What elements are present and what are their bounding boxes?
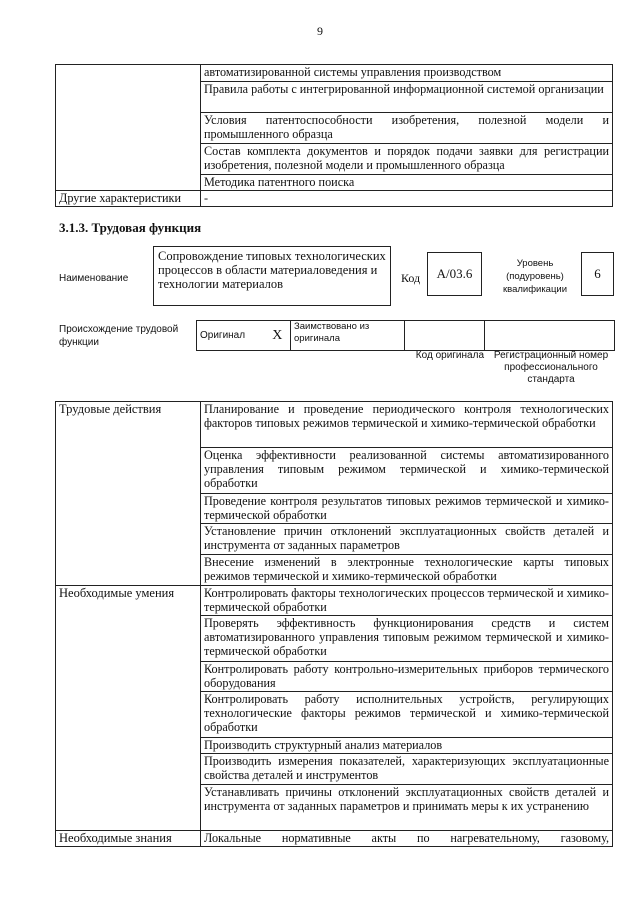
table-row <box>56 65 613 82</box>
skill-item: Контролировать факторы технологических процессов термической и химико-термической обработки <box>201 586 613 616</box>
knowledge-item: Правила работы с интегрированной информационной системой организации <box>201 82 613 113</box>
original-label: Оригинал <box>197 321 265 351</box>
knowledge-item: Состав комплекта документов и порядок подачи заявки для регистрации изобретения, полезной модели и промышленного образца <box>201 144 613 175</box>
knowledge-item: Локальные нормативные акты по нагревательному, газовому, <box>201 831 613 847</box>
reg-number-label: Регистрационный номер профессионального стандарта <box>493 350 609 385</box>
borrowed-label: Заимствовано из оригинала <box>291 321 405 351</box>
code-label: Код <box>401 271 421 285</box>
other-characteristics-value: - <box>201 191 613 207</box>
action-item: Установление причин отклонений эксплуатационных свойств деталей и инструмента от заданных параметров <box>201 524 613 555</box>
reg-number-cell <box>485 321 615 351</box>
original-mark: X <box>265 321 291 351</box>
row-label: Трудовые действия <box>56 402 201 586</box>
action-item: Планирование и проведение периодического контроля технологических факторов типовых режимов термической и химико-термической обработки <box>201 402 613 448</box>
row-label: Другие характеристики <box>56 191 201 207</box>
row-label <box>56 65 201 191</box>
skill-item: Устанавливать причины отклонений эксплуатационных свойств деталей и инструмента от заданных параметров и принимать меры к их устранению <box>201 785 613 831</box>
level-value: 6 <box>581 252 614 296</box>
labor-function-table <box>55 401 613 847</box>
knowledge-item: Методика патентного поиска <box>201 175 613 191</box>
table-row <box>56 586 613 616</box>
skill-item: Проверять эффективность функционирования средств и систем автоматизированного управления типовым режимом термической и химико-термической обработки <box>201 616 613 662</box>
skill-item: Производить структурный анализ материалов <box>201 738 613 754</box>
code-original-label: Код оригинала <box>415 350 484 361</box>
name-label: Наименование <box>59 273 129 284</box>
table-row <box>56 191 613 207</box>
row-label: Необходимые знания <box>56 831 201 847</box>
origin-table <box>196 320 615 351</box>
row-label: Необходимые умения <box>56 586 201 831</box>
skill-item: Контролировать работу исполнительных устройств, регулирующих технологические факторы режимов термической и химико-термической обработки <box>201 692 613 738</box>
knowledge-item: автоматизированной системы управления производством <box>201 65 613 82</box>
code-value: A/03.6 <box>427 252 482 296</box>
table-row <box>56 402 613 448</box>
page-number: 9 <box>317 24 323 38</box>
code-original-cell <box>405 321 485 351</box>
action-item: Оценка эффективности реализованной системы автоматизированного управления типовым режимом термической и химико-термической обработки <box>201 448 613 494</box>
level-label: Уровень (подуровень) квалификации <box>502 258 568 295</box>
table-row <box>197 321 615 351</box>
section-title: 3.1.3. Трудовая функция <box>59 220 202 235</box>
knowledge-item: Условия патентоспособности изобретения, полезной модели и промышленного образца <box>201 113 613 144</box>
action-item: Проведение контроля результатов типовых режимов термической и химико-термической обработки <box>201 494 613 524</box>
top-table <box>55 64 613 207</box>
origin-label: Происхождение трудовой функции <box>59 324 179 348</box>
skill-item: Производить измерения показателей, характеризующих эксплуатационные свойства деталей и инструментов <box>201 754 613 785</box>
action-item: Внесение изменений в электронные технологические карты типовых режимов термической и химико-термической обработки <box>201 555 613 586</box>
table-row <box>56 831 613 847</box>
name-value: Сопровождение типовых технологических процессов в области материаловедения и технологии материалов <box>153 246 391 306</box>
skill-item: Контролировать работу контрольно-измерительных приборов термического оборудования <box>201 662 613 692</box>
